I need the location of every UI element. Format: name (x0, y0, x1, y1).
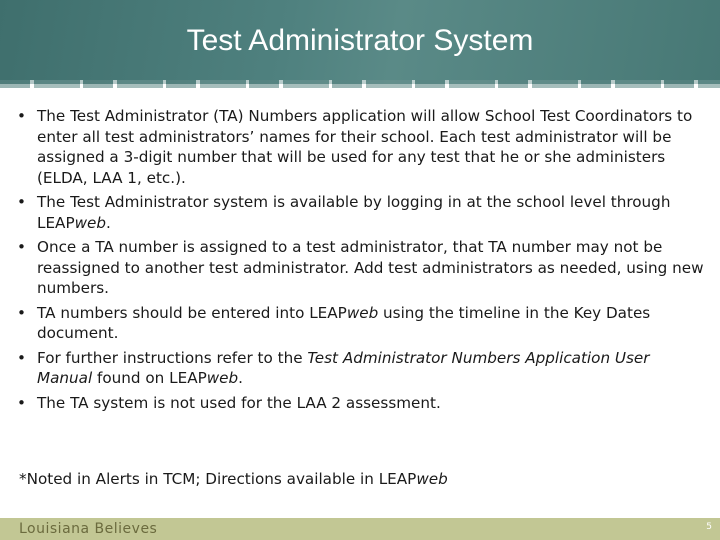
item-text: TA numbers should be entered into LEAP (37, 303, 347, 322)
item-text-italic: web (346, 303, 379, 322)
item-text: Once a TA number is assigned to a test administrator, that TA number may not be reassigned to another test administrator. Add test administrators as needed, using new numbers. (37, 238, 704, 297)
slide-header (0, 0, 720, 84)
bullet-list (17, 106, 707, 417)
page-number: 5 (706, 522, 712, 532)
item-text: . (238, 369, 243, 387)
item-text: found on LEAP (92, 369, 207, 387)
item-text: For further instructions refer to the (37, 348, 308, 367)
list-item (17, 303, 707, 344)
footnote (19, 470, 448, 488)
item-text: The Test Administrator (TA) Numbers application will allow School Test Coordinators to enter all test administrators’ names for their school. Each test administrator will be assigned a 3-digit number that will be used for any test that he or she administers (ELDA, LAA 1, etc.). (37, 107, 693, 187)
item-text-italic: web (206, 369, 239, 387)
list-item (17, 106, 707, 188)
item-text-italic: web (74, 213, 107, 232)
list-item (17, 192, 707, 233)
item-text: The TA system is not used for the LAA 2 assessment. (37, 393, 441, 412)
slide-title: Test Administrator System (186, 24, 534, 57)
slide-footer (0, 518, 720, 540)
footnote-text-italic: web (416, 470, 448, 488)
list-item (17, 237, 707, 299)
footer-brand: Louisiana Believes (19, 521, 158, 537)
item-text: . (106, 213, 111, 232)
list-item (17, 393, 707, 414)
item-text: The Test Administrator system is available by logging in at the school level through LEAP (37, 193, 671, 232)
item-text-italic: Test Administrator Numbers Application User Manual (37, 348, 650, 387)
list-item (17, 348, 707, 389)
item-text: using the timeline in the Key Dates document. (37, 303, 651, 342)
footnote-text: *Noted in Alerts in TCM; Directions available in LEAP (19, 470, 417, 488)
